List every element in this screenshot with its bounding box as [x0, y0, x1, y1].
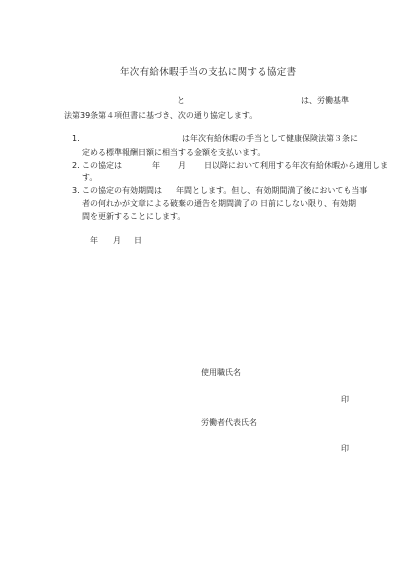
clause-1-number: 1. [72, 134, 80, 143]
clause-2-year-unit: 年 [152, 161, 160, 170]
clause-2-month-unit: 月 [178, 161, 186, 170]
clause-2-line2: す。 [82, 173, 98, 182]
intro-and-word: と [177, 96, 185, 105]
worker-representative-label: 労働者代表氏名 [201, 418, 257, 427]
clause-2-line1-start: この協定は [82, 161, 122, 170]
intro-line2: 法第39条第４項但書に基づき、次の通り協定します。 [64, 111, 258, 120]
clause-3-line3: 間を更新することにします。 [82, 212, 186, 221]
intro-line1-tail: は、労働基準 [301, 96, 349, 105]
clause-1-line2: 定める標準報酬日額に相当する金額を支払います。 [82, 148, 266, 157]
clause-3-line1-tail: 年間とします。但し、有効期間満了後においても当事 [176, 186, 368, 195]
date-month-unit: 月 [113, 236, 121, 245]
worker-seal-mark: 印 [341, 444, 349, 453]
clause-3-line1-start: この協定の有効期間は [82, 186, 162, 195]
clause-2-number: 2. [72, 161, 80, 170]
clause-3-number: 3. [72, 186, 80, 195]
clause-3-line2: 者の何れかが文章による破棄の通告を期間満了の [82, 199, 258, 208]
document-title: 年次有給休暇手当の支払に関する協定書 [120, 67, 297, 78]
employer-name-label: 使用職氏名 [201, 368, 241, 377]
date-day-unit: 日 [134, 236, 142, 245]
employer-seal-mark: 印 [341, 395, 349, 404]
clause-1-line1-tail: は年次有給休暇の手当として健康保険法第３条に [182, 134, 358, 143]
clause-2-line1-tail: 日以降において利用する年次有給休暇から適用しま [204, 161, 388, 170]
date-year-unit: 年 [90, 236, 98, 245]
clause-3-line2-tail: 日前にしない限り、有効期 [260, 199, 356, 208]
